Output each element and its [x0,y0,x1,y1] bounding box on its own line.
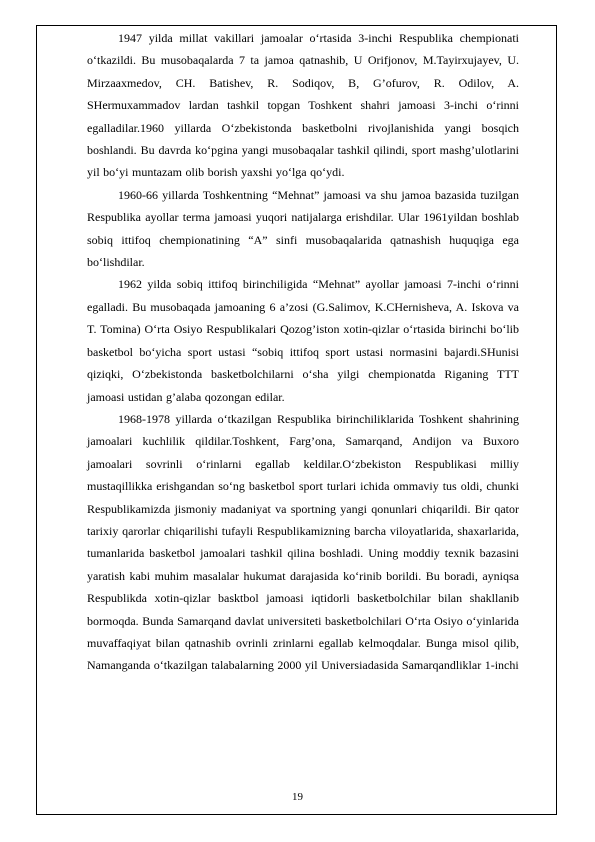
page-number: 19 [292,791,303,803]
paragraph: 1968-1978 yillarda o‘tkazilgan Respublika birinchiliklarida Toshkent shahrining jamoalari kuchlilik qildilar.Toshkent, Farg’ona, Samarqand, Andijon va Buxoro jamoalari sovrinli o‘rinlarni egallab keldilar.O‘zbekiston Respublikasi milliy mustaqillikka erishgandan so‘ng basketbol sport turlari ichida ommaviy tus oldi, chunki Respublikamizda jismoniy madaniyat va sportning yangi qonunlari chiqarildi. Bir qator tarixiy qarorlar chiqarilishi tufayli Respublikamizning barcha viloyatlarida, shaxarlarida, tumanlarida basketbol jamoalari tashkil qilina boshladi. Uning moddiy texnik bazasini yaratish kabi muhim masalalar hukumat darajasida ko‘rinib borildi. Bu boradi, ayniqsa Respublikda xotin-qizlar basktbol jamoasi iqtidorli basketbolchilar bilan shakllanib bormoqda. Bunda Samarqand davlat universiteti basketbolchilari O‘rta Osiyo o‘yinlarida muvaffaqiyat bilan qatnashib ovrinli zrinlarni egallab kelmoqdalar. Bunga misol qilib, Namanganda o‘tkazilgan talabalarning 2000 yil Universiadasida Samarqandliklar 1-inchi [87,411,519,673]
paragraph: 1960-66 yillarda Toshkentning “Mehnat” jamoasi va shu jamoa bazasida tuzilgan Respublika ayollar terma jamoasi yuqori natijalarga erishdilar. Ular 1961yildan boshlab sobiq ittifoq chempionatining “A” sinfi musobaqalarida qatnashish huquqiga ega bo‘lishdilar. [87,187,519,270]
paragraph: 1962 yilda sobiq ittifoq birinchiligida “Mehnat” ayollar jamoasi 7-inchi o‘rinni egalladi. Bu musobaqada jamoaning 6 a’zosi (G.Salimov, K.CHernisheva, A. Iskova va T. Tomina) O‘rta Osiyo Respublikalari Qozog’iston xotin-qizlar o‘rtasida birinchi bo‘lib basketbol bo‘yicha sport ustasi “sobiq ittifoq sport ustasi normasini bajardi.SHunisi qiziqki, O‘zbekistonda basketbolchilarni o‘sha yilgi chempionatda Riganing TTT jamoasi ustidan g’alaba qozongan edilar. [87,277,519,404]
paragraph: 1947 yilda millat vakillari jamoalar o‘rtasida 3-inchi Respublika chempionati o‘tkazildi. Bu musobaqalarda 7 ta jamoa qatnashib, U Orifjonov, M.Tayirxujayev, U. Mirzaaxmedov, CH. Batishev, R. Sodiqov, B, G’ofurov, R. Odilov, A. SHermuxammadov lardan tashkil topgan Toshkent shahri jamoasi 3-inchi o‘rinni egalladilar.1960 yillarda O‘zbekistonda basketbolni rivojlanishida yangi bosqich boshlandi. Bu davrda ko‘pgina yangi musobaqalar tashkil qilindi, sport mashg’ulotlarini yil bo‘yi muntazam olib borish yaxshi yo‘lga qo‘ydi. [87,31,519,180]
document-body [87,27,519,677]
